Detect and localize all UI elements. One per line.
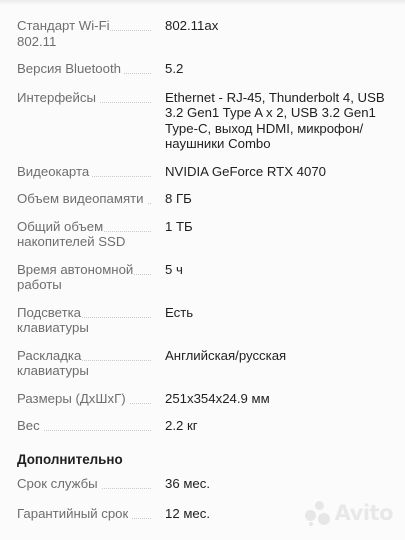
spec-label: Гарантийный срок [17,506,155,522]
spec-row [0,348,405,379]
spec-value: 5.2 [165,61,184,76]
spec-label: Размеры (ДхШхГ) [17,391,155,407]
spec-label: Время автономной работы [17,262,155,293]
spec-list [0,16,405,433]
spec-row [0,191,405,207]
spec-value: 8 ГБ [165,191,192,206]
spec-label: Подсветка клавиатуры [17,305,155,336]
spec-row [0,305,405,336]
spec-value: 802.11ax [165,18,219,33]
spec-label: Версия Bluetooth [17,61,155,77]
spec-row [0,61,405,77]
spec-label: Общий объем накопителей SSD [17,219,155,250]
spec-row [0,18,405,49]
watermark-text: Avito [334,501,393,525]
spec-label: Интерфейсы [17,90,155,152]
spec-label: Вес [17,418,155,434]
spec-row [0,90,405,152]
spec-row [0,418,405,434]
spec-label: Видеокарта [17,164,155,180]
spec-label: Раскладка клавиатуры [17,348,155,379]
spec-row [0,476,405,492]
spec-value: 5 ч [165,261,183,277]
spec-value: NVIDIA GeForce RTX 4070 [165,163,327,179]
spec-value: 36 мес. [165,476,210,491]
spec-value: Есть [165,304,194,320]
spec-value: 12 мес. [165,505,210,521]
top-edge [0,0,405,5]
spec-label: Объем видеопамяти [17,191,155,207]
spec-value: 2.2 кг [165,418,198,433]
spec-value: Ethernet - RJ-45, Thunderbolt 4, USB 3.2 Gen1 Type A x 2, USB 3.2 Gen1 Type-C, выход HDMI, микрофон/наушники Combo [165,89,385,151]
spec-row [0,164,405,180]
section-title: Дополнительно [17,452,123,467]
spec-label: Срок службы [17,476,155,492]
avito-watermark [304,500,393,526]
spec-row [0,391,405,407]
spec-value: Английская/русская [165,347,287,363]
spec-row [0,262,405,293]
spec-value: 1 ТБ [165,218,193,234]
avito-logo-icon [304,500,330,526]
spec-value: 251x354x24.9 мм [165,390,270,406]
spec-label: Стандарт Wi-Fi 802.11 [17,18,155,49]
spec-row [0,219,405,250]
